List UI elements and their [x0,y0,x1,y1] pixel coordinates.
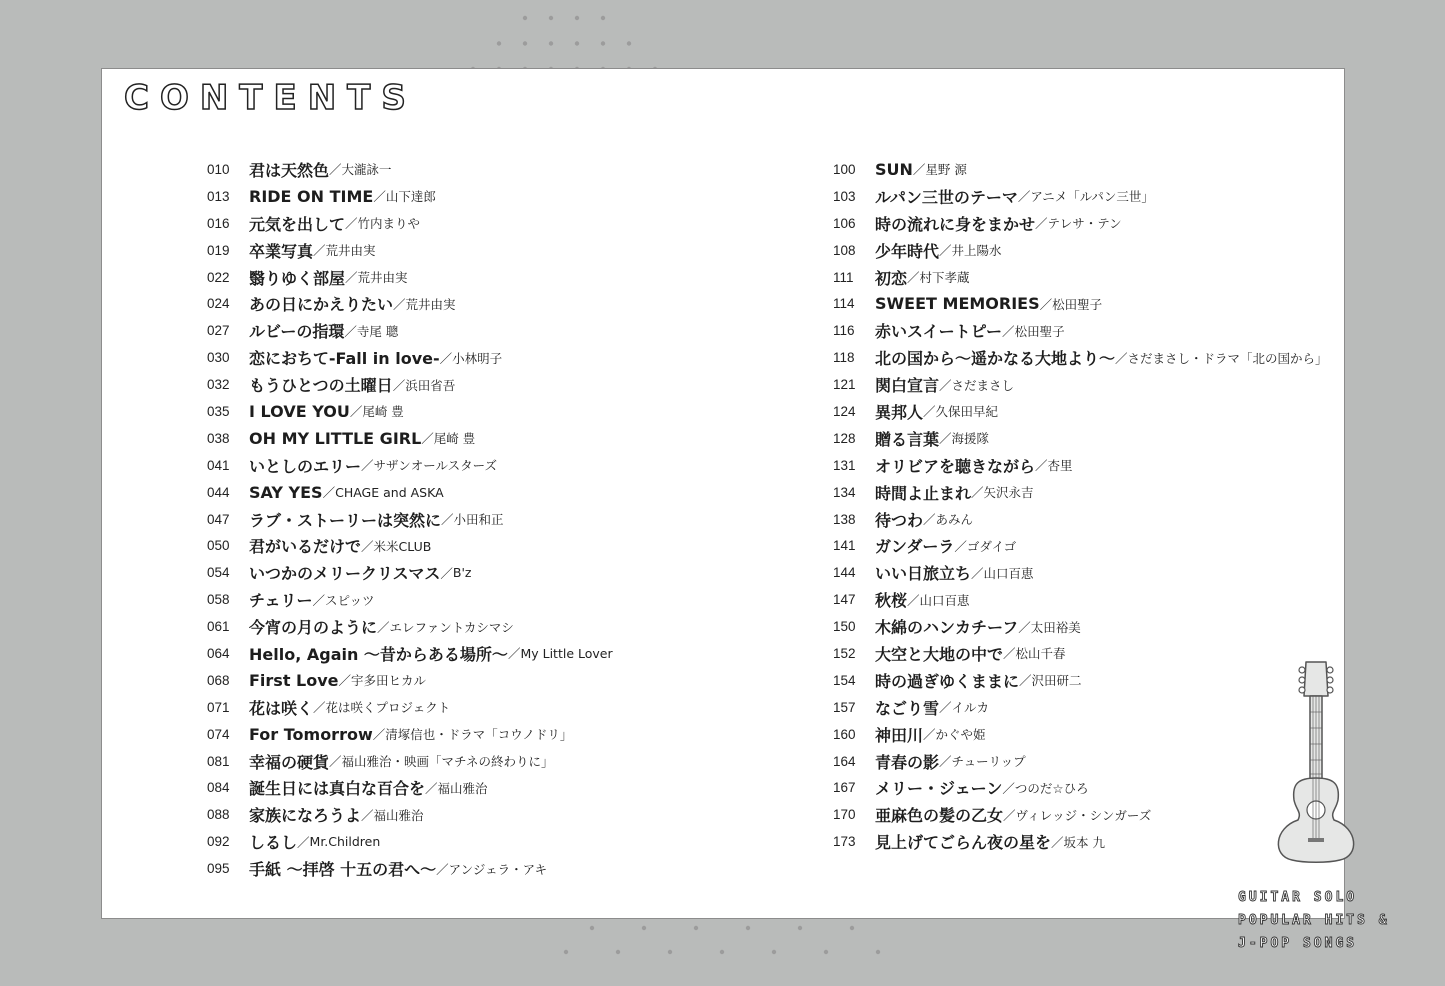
song-title: 君がいるだけで [249,537,362,557]
song-title: ラブ・ストーリーは突然に [249,510,442,530]
separator: ／ [1115,350,1128,366]
song-title: ルパン三世のテーマ [875,187,1018,207]
contents-entry [833,210,1328,237]
page-number: 106 [833,215,856,231]
artist-name: B'z [452,565,472,581]
artist-name: 小林明子 [452,350,503,366]
guitar-icon [1268,660,1364,865]
contents-entry [207,425,613,452]
page-number: 167 [833,780,856,796]
song-title: 青春の影 [875,752,940,772]
separator: ／ [1035,458,1048,474]
separator: ／ [1051,834,1064,850]
song-title: 少年時代 [875,241,940,261]
artist-name: 星野 源 [925,162,967,178]
song-title: 贈る言葉 [875,429,940,449]
contents-entry [207,586,613,613]
contents-entry [833,317,1328,344]
song-title: 亜麻色の髪の乙女 [875,806,1004,826]
artist-name: 荒井由実 [357,270,408,285]
artist-name: 荒井由実 [325,243,376,259]
contents-entry [833,425,1328,452]
song-title: いとしのエリー [249,456,362,476]
artist-name: 福山雅治 [373,807,424,823]
song-title: 手紙 〜拝啓 十五の君へ〜 [249,860,437,880]
separator: ／ [393,296,406,312]
contents-entry [207,506,613,533]
page-number: 152 [833,645,856,661]
song-title: Hello, Again 〜昔からある場所〜 [249,644,508,664]
separator: ／ [923,404,936,420]
page-number: 032 [207,377,230,393]
separator: ／ [312,592,326,608]
page-number: 100 [833,161,856,177]
separator: ／ [1003,646,1016,662]
page-number: 170 [833,807,856,823]
page-number: 141 [833,538,856,554]
separator: ／ [1017,189,1031,205]
artist-name: 竹内まりや [357,216,421,232]
contents-entry [207,290,613,317]
page-number: 134 [833,484,856,500]
separator: ／ [421,431,434,447]
artist-name: 井上陽水 [951,243,1002,259]
contents-entry [207,774,613,801]
contents-entry [207,237,613,264]
artist-name: 清塚信也・ドラマ「コウノドリ」 [385,727,573,743]
song-title: ガンダーラ [875,537,955,557]
song-title: なごり雪 [875,698,940,718]
contents-entry [207,667,613,694]
page-number: 147 [833,592,856,608]
contents-entry [207,156,613,183]
page-number: 074 [207,726,230,742]
song-title: しるし [249,833,298,853]
contents-entry [207,748,613,775]
page-number: 154 [833,672,856,688]
separator: ／ [344,323,357,339]
separator: ／ [907,592,920,608]
song-title: 誕生日には真白な百合を [249,779,426,799]
page-number: 164 [833,753,856,769]
separator: ／ [971,485,984,501]
song-title: 神田川 [875,725,924,745]
contents-entry [207,317,613,344]
artist-name: 山下達郎 [385,189,436,205]
song-title: 赤いスイートピー [875,322,1003,342]
artist-name: アンジェラ・アキ [448,861,548,877]
page-number: 019 [207,242,230,258]
separator: ／ [329,754,342,770]
page-number: 035 [207,403,230,419]
separator: ／ [349,404,363,420]
song-title: オリビアを聴きながら [875,456,1036,476]
song-title: 木綿のハンカチーフ [875,618,1019,638]
separator: ／ [372,727,386,743]
song-title: いい日旅立ち [875,564,972,584]
page-number: 095 [207,861,230,877]
song-title: OH MY LITTLE GIRL [249,428,422,448]
series-line: J-POP SONGS [1238,936,1358,951]
page-number: 027 [207,323,230,339]
song-title: あの日にかえりたい [249,295,394,315]
artist-name: あみん [935,512,974,528]
artist-name: 寺尾 聰 [356,323,399,339]
contents-entry [833,613,1328,640]
series-line: GUITAR SOLO [1238,890,1358,905]
song-title: いつかのメリークリスマス [249,564,441,584]
contents-entry [833,828,1328,855]
artist-name: 大瀧詠一 [341,162,392,178]
page-number: 041 [207,457,230,473]
song-title: RIDE ON TIME [249,186,374,206]
page-number: 108 [833,242,856,258]
page-number: 010 [207,161,230,177]
artist-name: スピッツ [325,592,375,608]
contents-entry [833,371,1328,398]
series-line: POPULAR HITS & [1238,913,1390,928]
separator: ／ [361,538,374,554]
page-number: 064 [207,645,230,661]
page-number: 061 [207,619,230,635]
contents-entry [833,156,1328,183]
page-number: 058 [207,592,230,608]
separator: ／ [1002,780,1015,796]
artist-name: ヴィレッジ・シンガーズ [1015,807,1152,823]
song-title: 幸福の硬貨 [249,752,330,772]
song-title: 初恋 [875,268,908,288]
page-number: 103 [833,188,856,204]
song-title: 元気を出して [249,214,346,234]
separator: ／ [322,485,336,501]
artist-name: テレサ・テン [1047,216,1122,232]
artist-name: 福山雅治・映画「マチネの終わりに」 [341,754,554,770]
separator: ／ [313,700,326,716]
separator: ／ [939,243,952,259]
song-title: 翳りゆく部屋 [249,268,346,288]
artist-name: 荒井由実 [405,296,456,312]
contents-entry [833,290,1328,317]
artist-name: 海援隊 [951,431,990,447]
contents-entry [833,506,1328,533]
contents-entry [833,237,1328,264]
artist-name: 米米CLUB [373,538,432,554]
contents-entry [207,694,613,721]
page-number: 128 [833,430,856,446]
separator: ／ [939,377,952,393]
contents-entry [833,801,1328,828]
artist-name: エレファントカシマシ [389,619,514,635]
series-title [1238,886,1390,955]
page-number: 071 [207,699,230,715]
separator: ／ [441,512,454,528]
page-number: 118 [833,350,855,366]
page-number: 081 [207,753,230,769]
song-title: SUN [875,159,913,179]
song-title: 恋におちて-Fall in love- [249,349,440,369]
contents-entry [207,801,613,828]
song-title: 見上げてごらん夜の星を [875,833,1052,853]
page-number: 116 [833,323,855,339]
contents-entry [833,452,1328,479]
contents-entry [207,344,613,371]
contents-entry [833,398,1328,425]
artist-name: 尾崎 豊 [362,404,404,420]
contents-entry [833,748,1328,775]
artist-name: 太田裕美 [1030,619,1081,635]
contents-entry [833,667,1328,694]
song-title: もうひとつの土曜日 [249,376,393,396]
separator: ／ [361,458,374,474]
page-number: 114 [833,296,855,312]
artist-name: 山口百恵 [919,592,970,608]
contents-entry [207,452,613,479]
contents-entry [833,532,1328,559]
separator: ／ [1039,296,1053,312]
separator: ／ [329,162,342,178]
song-title: チェリー [249,591,313,611]
page-number: 157 [833,699,856,715]
contents-entry [833,774,1328,801]
artist-name: イルカ [951,700,990,716]
contents-entry [833,344,1328,371]
contents-entry [207,183,613,210]
page-number: 016 [207,215,230,231]
page-number: 022 [207,269,230,285]
artist-name: 村下孝蔵 [919,270,970,285]
separator: ／ [1019,673,1032,689]
contents-entry [207,479,613,506]
separator: ／ [1002,323,1015,339]
contents-entry [207,264,613,291]
page-number: 013 [207,188,230,204]
page-number: 030 [207,350,230,366]
page-number: 138 [833,511,856,527]
page-number: 150 [833,619,856,635]
contents-entry [207,613,613,640]
page-number: 121 [833,377,856,393]
separator: ／ [377,619,390,635]
artist-name: CHAGE and ASKA [335,484,444,500]
contents-list-left [207,156,613,882]
artist-name: 花は咲くプロジェクト [325,700,451,716]
song-title: For Tomorrow [249,724,373,744]
contents-entry [207,828,613,855]
separator: ／ [440,565,453,581]
artist-name: 久保田早紀 [935,404,999,420]
separator: ／ [923,727,936,743]
separator: ／ [436,861,449,877]
song-title: ルビーの指環 [249,322,345,342]
separator: ／ [1003,807,1016,823]
song-title: 大空と大地の中で [875,644,1004,664]
contents-entry [833,183,1328,210]
contents-title: CONTENTS [124,78,417,118]
separator: ／ [939,754,952,770]
artist-name: かぐや姫 [935,727,986,743]
song-title: 君は天然色 [249,160,330,180]
separator: ／ [338,673,352,689]
song-title: I LOVE YOU [249,401,350,421]
page-number: 092 [207,834,230,850]
artist-name: 松田聖子 [1052,296,1103,312]
song-title: 秋桜 [875,591,908,611]
artist-name: 小田和正 [453,512,504,528]
song-title: SAY YES [249,482,323,502]
artist-name: 山口百恵 [983,565,1034,581]
contents-entry [207,559,613,586]
artist-name: ゴダイゴ [966,538,1017,554]
contents-entry [833,264,1328,291]
contents-entry [207,210,613,237]
separator: ／ [361,807,374,823]
artist-name: つのだ☆ひろ [1014,780,1089,796]
page-number: 131 [833,457,856,473]
separator: ／ [345,270,358,285]
separator: ／ [939,431,952,447]
song-title: 卒業写真 [249,241,314,261]
artist-name: 矢沢永吉 [983,485,1034,501]
page-number: 144 [833,565,856,581]
contents-entry [833,640,1328,667]
contents-entry [833,694,1328,721]
page-number: 088 [207,807,230,823]
artist-name: My Little Lover [520,645,613,661]
separator: ／ [392,377,406,393]
page-number: 024 [207,296,230,312]
artist-name: アニメ「ルパン三世」 [1030,189,1154,205]
separator: ／ [939,700,952,716]
artist-name: さだまさし [951,377,1015,393]
contents-entry [207,532,613,559]
artist-name: 宇多田ヒカル [351,673,427,689]
page-number: 084 [207,780,230,796]
artist-name: サザンオールスターズ [373,458,498,474]
page-number: 050 [207,538,230,554]
page-number: 047 [207,511,230,527]
artist-name: 福山雅治 [437,780,488,796]
page-number: 124 [833,403,856,419]
song-title: SWEET MEMORIES [875,294,1040,314]
contents-entry [207,855,613,882]
song-title: 花は咲く [249,698,314,718]
song-title: 家族になろうよ [249,806,362,826]
artist-name: 沢田研二 [1031,673,1082,689]
separator: ／ [507,646,521,662]
separator: ／ [1018,619,1031,635]
separator: ／ [907,270,920,285]
separator: ／ [912,162,926,178]
separator: ／ [439,350,453,366]
contents-entry [207,398,613,425]
separator: ／ [954,538,967,554]
separator: ／ [373,189,386,205]
contents-entry [833,586,1328,613]
contents-entry [207,371,613,398]
contents-entry [833,479,1328,506]
artist-name: 松山千春 [1015,646,1066,662]
separator: ／ [345,216,358,232]
contents-list-right [833,156,1328,855]
separator: ／ [971,565,984,581]
separator: ／ [425,780,438,796]
page-number: 160 [833,726,856,742]
page-number: 044 [207,484,230,500]
separator: ／ [297,834,310,850]
song-title: 待つわ [875,510,924,530]
artist-name: 尾崎 豊 [433,431,476,447]
artist-name: Mr.Children [309,834,381,850]
artist-name: 松田聖子 [1014,323,1065,339]
separator: ／ [923,512,936,528]
artist-name: 杏里 [1047,458,1073,474]
page-number: 068 [207,672,230,688]
page-number: 111 [833,269,854,285]
page-number: 054 [207,565,230,581]
song-title: 今宵の月のように [249,618,378,638]
song-title: 時の過ぎゆくままに [875,671,1020,691]
artist-name: チューリップ [951,754,1026,770]
song-title: メリー・ジェーン [875,779,1003,799]
separator: ／ [313,243,326,259]
song-title: 時間よ止まれ [875,483,972,503]
page-number: 038 [207,430,230,446]
contents-entry [207,721,613,748]
song-title: 異邦人 [875,402,924,422]
contents-entry [207,640,613,667]
song-title: 関白宣言 [875,376,940,396]
contents-entry [833,559,1328,586]
separator: ／ [1035,216,1048,232]
page-number: 173 [833,834,856,850]
artist-name: さだまさし・ドラマ「北の国から」 [1127,350,1328,366]
song-title: 時の流れに身をまかせ [875,214,1036,234]
song-title: First Love [249,670,339,690]
contents-entry [833,721,1328,748]
song-title: 北の国から〜遥かなる大地より〜 [875,349,1116,369]
artist-name: 坂本 九 [1063,834,1106,850]
artist-name: 浜田省吾 [405,377,456,393]
